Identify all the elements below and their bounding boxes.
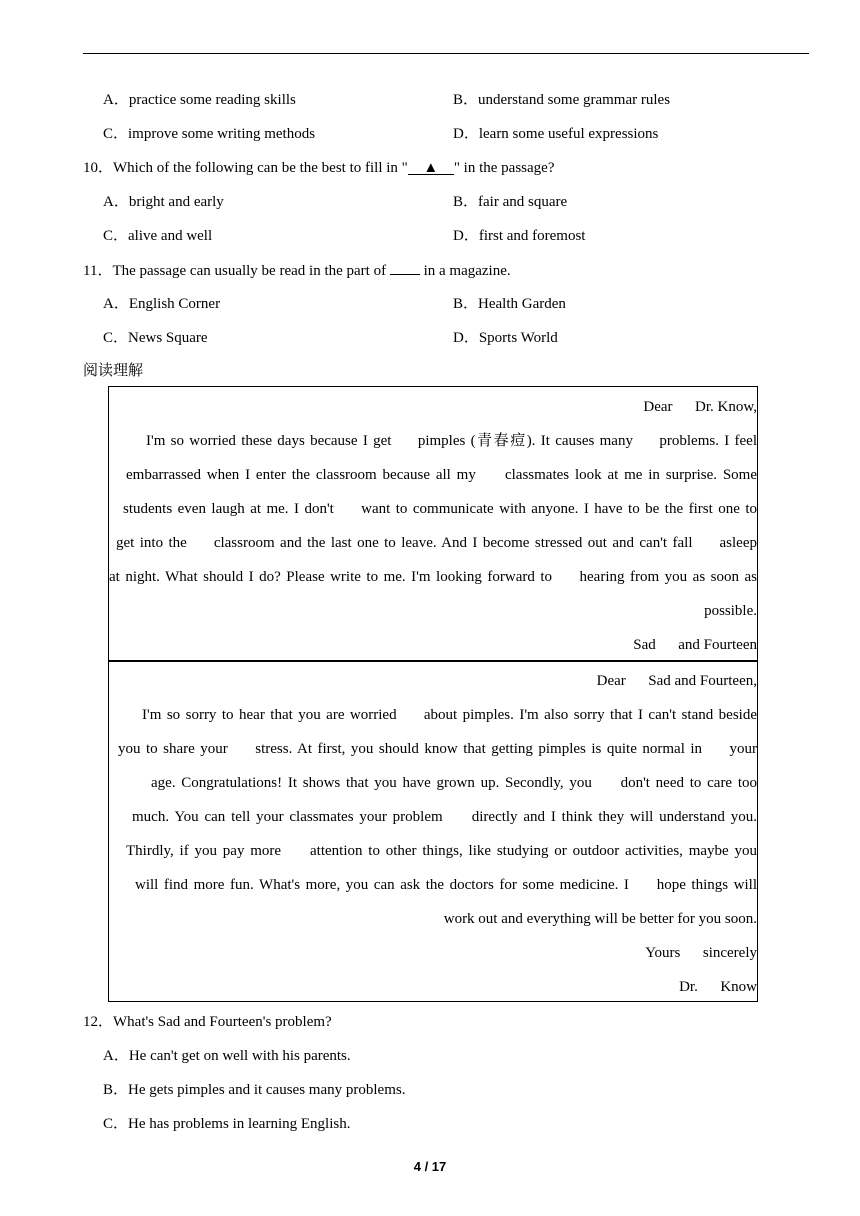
letter2-salutation: Dear Sad and Fourteen, <box>596 673 757 689</box>
q10-stem-after: " in the passage? <box>453 160 555 176</box>
q11-option-a: A．English Corner <box>103 296 221 312</box>
q11-option-d: D．Sports World <box>453 330 558 346</box>
letter1-line: I'm so worried these days because I get pimples (青春痘). It causes many problems. I feel <box>146 433 757 449</box>
q10-option-c: C．alive and well <box>103 228 213 244</box>
letter1-line: at night. What should I do? Please write to me. I'm looking forward to hearing from you as soon as <box>109 569 757 585</box>
letter-box-2 <box>108 660 758 1002</box>
q10-stem <box>83 158 554 178</box>
letter2-line: work out and everything will be better for you soon. <box>443 911 757 927</box>
q11-stem-before: 11．The passage can usually be read in the part of <box>83 263 390 279</box>
page-number: 4 / 17 <box>413 1159 447 1174</box>
letter1-salutation: Dear Dr. Know, <box>643 399 757 415</box>
q9-option-c: C．improve some writing methods <box>103 126 316 142</box>
letter2-line: will find more fun. What's more, you can ask the doctors for some medicine. I hope things will <box>135 877 757 893</box>
letter1-line: embarrassed when I enter the classroom because all my classmates look at me in surprise. Some <box>126 467 757 483</box>
q12-stem: 12．What's Sad and Fourteen's problem? <box>83 1014 332 1030</box>
q11-blank <box>390 260 420 275</box>
q11-option-c: C．News Square <box>103 330 208 346</box>
q11-stem-after: in a magazine. <box>419 263 511 279</box>
q10-option-b: B．fair and square <box>453 194 568 210</box>
letter2-line: Thirdly, if you pay more attention to other things, like studying or outdoor activities, maybe you <box>126 843 757 859</box>
q9-option-d: D．learn some useful expressions <box>453 126 659 142</box>
q9-option-a: A．practice some reading skills <box>103 92 296 108</box>
letter2-line: age. Congratulations! It shows that you have grown up. Secondly, you don't need to care too <box>151 775 757 791</box>
letter1-line: possible. <box>704 603 757 619</box>
q10-blank <box>408 158 454 175</box>
letter1-signature: Sad and Fourteen <box>633 637 757 653</box>
letter2-signature: Dr. Know <box>679 979 757 995</box>
q10-blank-mark: ▲ <box>423 160 439 176</box>
letter-box-1 <box>108 386 758 662</box>
header-rule <box>83 53 809 54</box>
letter1-line: get into the classroom and the last one to leave. And I become stressed out and can't fall asleep <box>116 535 757 551</box>
q11-option-b: B．Health Garden <box>453 296 566 312</box>
q12-option-a: A．He can't get on well with his parents. <box>103 1048 351 1064</box>
q10-option-a: A．bright and early <box>103 194 224 210</box>
letter2-line: I'm so sorry to hear that you are worried about pimples. I'm also sorry that I can't stand beside <box>142 707 757 723</box>
letter2-line: much. You can tell your classmates your problem directly and I think they will understand you. <box>132 809 757 825</box>
q11-stem <box>83 260 511 281</box>
q10-stem-before: 10．Which of the following can be the best to fill in " <box>83 160 408 176</box>
letter2-line: you to share your stress. At first, you should know that getting pimples is quite normal in your <box>118 741 757 757</box>
q10-option-d: D．first and foremost <box>453 228 586 244</box>
section-title: 阅读理解 <box>83 363 144 379</box>
q12-option-b: B．He gets pimples and it causes many problems. <box>103 1082 406 1098</box>
q12-option-c: C．He has problems in learning English. <box>103 1116 351 1132</box>
q9-option-b: B．understand some grammar rules <box>453 92 671 108</box>
letter2-closing: Yours sincerely <box>645 945 757 961</box>
letter1-line: students even laugh at me. I don't want to communicate with anyone. I have to be the first one to <box>123 501 757 517</box>
